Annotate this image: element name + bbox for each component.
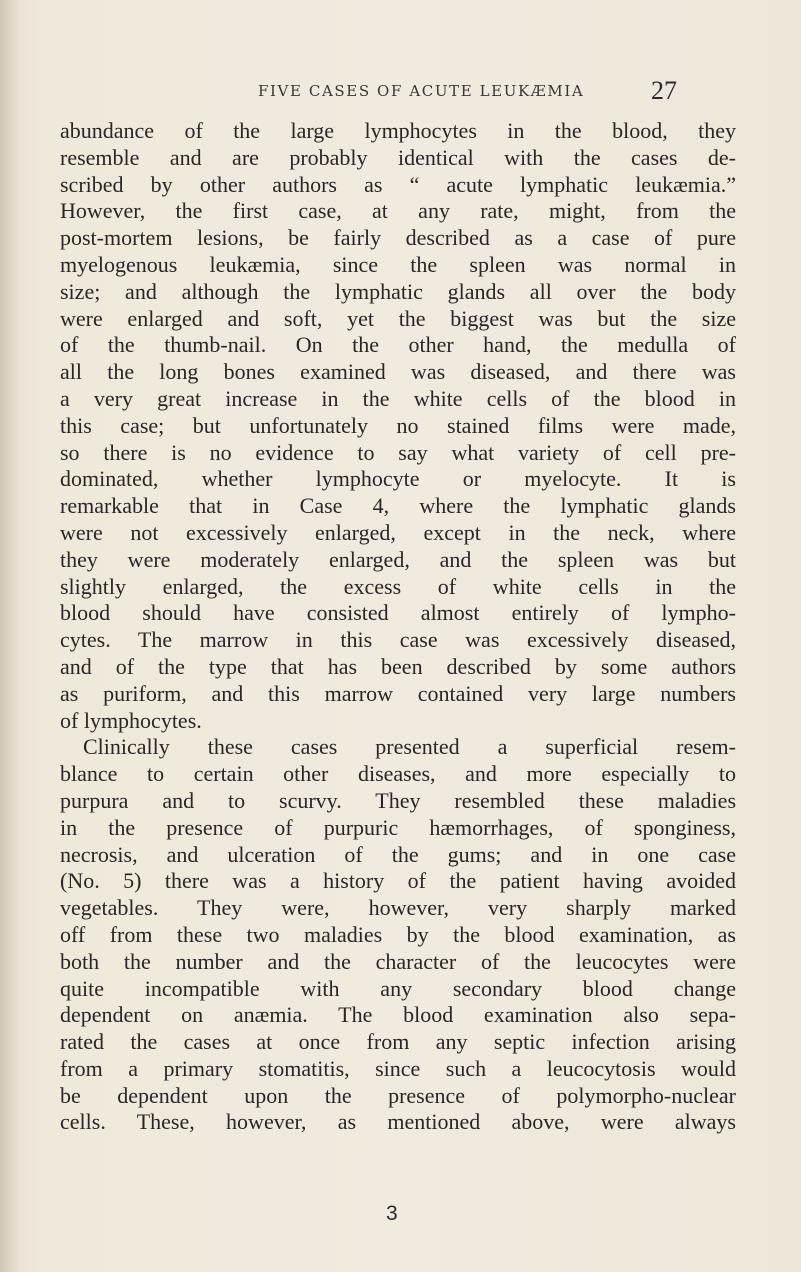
text-line: they were moderately enlarged, and the spleen was but [60,546,736,572]
text-line: cells. These, however, as mentioned above, were always [60,1109,736,1135]
text-line: blance to certain other diseases, and more especially to [60,761,736,787]
text-line: all the long bones examined was diseased, and there was [60,359,736,385]
text-line: were not excessively enlarged, except in the neck, where [60,519,736,545]
text-line: (No. 5) there was a history of the patient having avoided [60,868,736,894]
text-line: as puriform, and this marrow contained very large numbers [60,680,736,706]
text-line: so there is no evidence to say what variety of cell pre- [60,439,736,465]
binding-edge [0,0,18,1272]
text-line: this case; but unfortunately no stained films were made, [60,412,736,438]
text-line: blood should have consisted almost entirely of lympho- [60,600,736,626]
text-line: post-mortem lesions, be fairly described as a case of pure [60,225,736,251]
text-line: from a primary stomatitis, since such a leucocytosis would [60,1055,736,1081]
running-title: FIVE CASES OF ACUTE LEUKÆMIA [258,82,585,100]
text-line: dominated, whether lymphocyte or myelocyte. It is [60,466,736,492]
text-line: both the number and the character of the leucocytes were [60,948,736,974]
text-line: dependent on anæmia. The blood examination also sepa- [60,1002,736,1028]
running-head [0,76,801,108]
text-line: size; and although the lymphatic glands all over the body [60,278,736,304]
text-line: a very great increase in the white cells of the blood in [60,385,736,411]
text-line: remarkable that in Case 4, where the lymphatic glands [60,493,736,519]
text-line: quite incompatible with any secondary blood change [60,975,736,1001]
text-line: slightly enlarged, the excess of white cells in the [60,573,736,599]
text-line: of the thumb-nail. On the other hand, the medulla of [60,332,736,358]
text-line: off from these two maladies by the blood examination, as [60,921,736,947]
text-line: rated the cases at once from any septic infection arising [60,1029,736,1055]
text-line: were enlarged and soft, yet the biggest was but the size [60,305,736,331]
text-line: abundance of the large lymphocytes in the blood, they [60,118,736,143]
text-line: myelogenous leukæmia, since the spleen was normal in [60,251,736,277]
signature-mark: 3 [386,1202,398,1225]
text-line: of lymphocytes. [60,707,202,733]
text-line: resemble and are probably identical with the cases de- [60,144,736,170]
text-line: vegetables. They were, however, very sharply marked [60,895,736,921]
text-line: Clinically these cases presented a superficial resem- [83,734,736,760]
text-line: scribed by other authors as “ acute lymphatic leukæmia.” [60,171,736,197]
text-line: necrosis, and ulceration of the gums; and in one case [60,841,736,867]
text-line: purpura and to scurvy. They resembled these maladies [60,787,736,813]
text-line: cytes. The marrow in this case was excessively diseased, [60,627,736,653]
page-number: 27 [651,76,677,105]
text-line: in the presence of purpuric hæmorrhages, of sponginess, [60,814,736,840]
text-line: and of the type that has been described by some authors [60,653,736,679]
text-line: be dependent upon the presence of polymorpho-nuclear [60,1082,736,1108]
body-text [60,118,736,1136]
text-line: However, the first case, at any rate, might, from the [60,198,736,224]
